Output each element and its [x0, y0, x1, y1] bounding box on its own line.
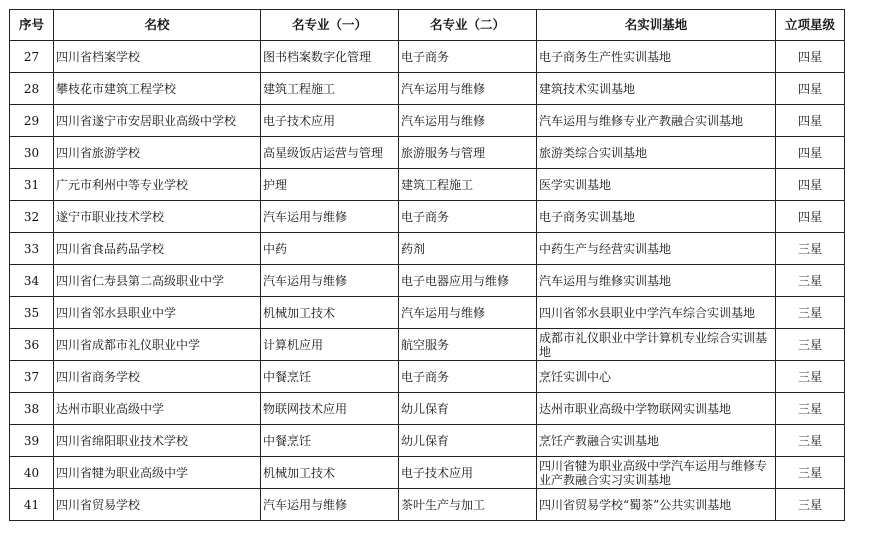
major-one-cell: 中餐烹饪	[261, 361, 399, 393]
row-number-cell: 40	[10, 457, 54, 489]
star-level-cell: 三星	[776, 329, 845, 361]
row-number-cell: 39	[10, 425, 54, 457]
major-one-cell: 中餐烹饪	[261, 425, 399, 457]
school-project-table	[9, 9, 845, 521]
star-level-cell: 四星	[776, 201, 845, 233]
major-one-cell: 计算机应用	[261, 329, 399, 361]
row-number-cell: 41	[10, 489, 54, 521]
school-name-cell: 四川省成都市礼仪职业中学	[54, 329, 261, 361]
school-name-cell: 四川省旅游学校	[54, 137, 261, 169]
star-level-cell: 四星	[776, 169, 845, 201]
major-two-cell: 幼儿保育	[399, 425, 537, 457]
row-number-cell: 28	[10, 73, 54, 105]
row-number-cell: 30	[10, 137, 54, 169]
major-two-cell: 电子商务	[399, 361, 537, 393]
training-base-cell: 电子商务实训基地	[537, 201, 776, 233]
header-school: 名校	[54, 10, 261, 41]
header-star-level: 立项星级	[776, 10, 845, 41]
table-row	[10, 329, 845, 361]
row-number-cell: 32	[10, 201, 54, 233]
school-name-cell: 四川省档案学校	[54, 41, 261, 73]
major-two-cell: 电子技术应用	[399, 457, 537, 489]
major-two-cell: 旅游服务与管理	[399, 137, 537, 169]
training-base-cell: 烹饪产教融合实训基地	[537, 425, 776, 457]
header-major-one: 名专业（一）	[261, 10, 399, 41]
school-name-cell: 攀枝花市建筑工程学校	[54, 73, 261, 105]
major-one-cell: 物联网技术应用	[261, 393, 399, 425]
major-one-cell: 汽车运用与维修	[261, 265, 399, 297]
school-name-cell: 遂宁市职业技术学校	[54, 201, 261, 233]
major-one-cell: 汽车运用与维修	[261, 489, 399, 521]
star-level-cell: 四星	[776, 41, 845, 73]
row-number-cell: 37	[10, 361, 54, 393]
school-name-cell: 四川省犍为职业高级中学	[54, 457, 261, 489]
school-name-cell: 四川省仁寿县第二高级职业中学	[54, 265, 261, 297]
training-base-cell: 医学实训基地	[537, 169, 776, 201]
star-level-cell: 四星	[776, 105, 845, 137]
star-level-cell: 三星	[776, 393, 845, 425]
header-training-base: 名实训基地	[537, 10, 776, 41]
major-one-cell: 高星级饭店运营与管理	[261, 137, 399, 169]
major-two-cell: 汽车运用与维修	[399, 297, 537, 329]
row-number-cell: 31	[10, 169, 54, 201]
training-base-cell: 电子商务生产性实训基地	[537, 41, 776, 73]
training-base-cell: 四川省邻水县职业中学汽车综合实训基地	[537, 297, 776, 329]
major-one-cell: 护理	[261, 169, 399, 201]
row-number-cell: 38	[10, 393, 54, 425]
training-base-cell: 旅游类综合实训基地	[537, 137, 776, 169]
major-one-cell: 机械加工技术	[261, 297, 399, 329]
table-header-row	[10, 10, 845, 41]
major-two-cell: 电子商务	[399, 41, 537, 73]
table-row	[10, 41, 845, 73]
training-base-cell: 四川省贸易学校“蜀茶”公共实训基地	[537, 489, 776, 521]
row-number-cell: 35	[10, 297, 54, 329]
row-number-cell: 34	[10, 265, 54, 297]
training-base-cell: 达州市职业高级中学物联网实训基地	[537, 393, 776, 425]
table-row	[10, 393, 845, 425]
major-two-cell: 建筑工程施工	[399, 169, 537, 201]
training-base-cell: 汽车运用与维修专业产教融合实训基地	[537, 105, 776, 137]
star-level-cell: 三星	[776, 297, 845, 329]
table-row	[10, 137, 845, 169]
header-number: 序号	[10, 10, 54, 41]
school-name-cell: 四川省食品药品学校	[54, 233, 261, 265]
school-name-cell: 广元市利州中等专业学校	[54, 169, 261, 201]
major-one-cell: 机械加工技术	[261, 457, 399, 489]
table-row	[10, 489, 845, 521]
table-row	[10, 105, 845, 137]
star-level-cell: 三星	[776, 361, 845, 393]
table-row	[10, 201, 845, 233]
school-name-cell: 四川省绵阳职业技术学校	[54, 425, 261, 457]
row-number-cell: 29	[10, 105, 54, 137]
star-level-cell: 三星	[776, 265, 845, 297]
row-number-cell: 27	[10, 41, 54, 73]
star-level-cell: 三星	[776, 489, 845, 521]
school-name-cell: 四川省遂宁市安居职业高级中学校	[54, 105, 261, 137]
star-level-cell: 三星	[776, 233, 845, 265]
star-level-cell: 四星	[776, 73, 845, 105]
table-row	[10, 233, 845, 265]
training-base-cell: 汽车运用与维修实训基地	[537, 265, 776, 297]
header-major-two: 名专业（二）	[399, 10, 537, 41]
table-body	[10, 41, 845, 521]
school-name-cell: 四川省商务学校	[54, 361, 261, 393]
table-row	[10, 169, 845, 201]
training-base-cell: 烹饪实训中心	[537, 361, 776, 393]
table-row	[10, 457, 845, 489]
row-number-cell: 36	[10, 329, 54, 361]
major-two-cell: 茶叶生产与加工	[399, 489, 537, 521]
star-level-cell: 三星	[776, 457, 845, 489]
training-base-cell: 建筑技术实训基地	[537, 73, 776, 105]
major-one-cell: 电子技术应用	[261, 105, 399, 137]
star-level-cell: 三星	[776, 425, 845, 457]
major-two-cell: 药剂	[399, 233, 537, 265]
major-one-cell: 中药	[261, 233, 399, 265]
major-two-cell: 幼儿保育	[399, 393, 537, 425]
table-row	[10, 361, 845, 393]
major-two-cell: 汽车运用与维修	[399, 73, 537, 105]
school-name-cell: 四川省贸易学校	[54, 489, 261, 521]
major-two-cell: 航空服务	[399, 329, 537, 361]
star-level-cell: 四星	[776, 137, 845, 169]
table-row	[10, 297, 845, 329]
major-two-cell: 电子商务	[399, 201, 537, 233]
training-base-cell: 成都市礼仪职业中学计算机专业综合实训基地	[537, 329, 776, 361]
major-one-cell: 图书档案数字化管理	[261, 41, 399, 73]
table-row	[10, 265, 845, 297]
school-name-cell: 达州市职业高级中学	[54, 393, 261, 425]
major-one-cell: 建筑工程施工	[261, 73, 399, 105]
table-row	[10, 73, 845, 105]
training-base-cell: 四川省犍为职业高级中学汽车运用与维修专业产教融合实习实训基地	[537, 457, 776, 489]
major-two-cell: 汽车运用与维修	[399, 105, 537, 137]
table-row	[10, 425, 845, 457]
school-name-cell: 四川省邻水县职业中学	[54, 297, 261, 329]
major-one-cell: 汽车运用与维修	[261, 201, 399, 233]
row-number-cell: 33	[10, 233, 54, 265]
training-base-cell: 中药生产与经营实训基地	[537, 233, 776, 265]
major-two-cell: 电子电器应用与维修	[399, 265, 537, 297]
